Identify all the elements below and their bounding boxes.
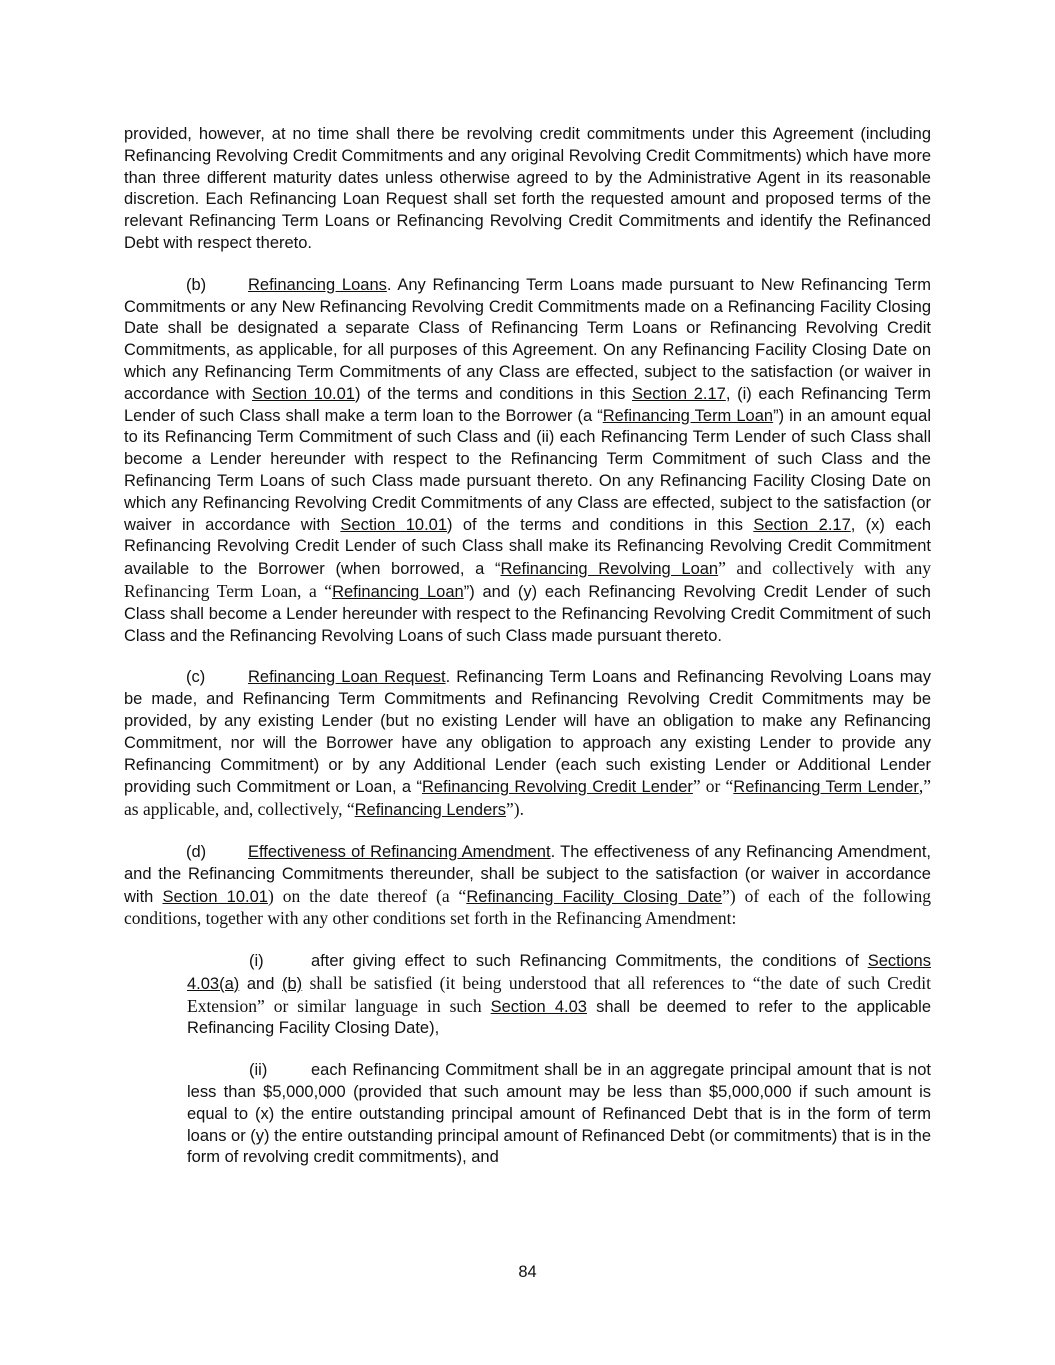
defined-term: Refinancing Facility Closing Date [466,887,723,906]
subparagraph-ii: (ii) each Refinancing Commitment shall be in an aggregate principal amount that is not less than $5,000,000 (provided that such amount may be less than $5,000,000 if such amount is equal to (x) the entire outstanding principal amount of Refinanced Debt that is in the form of term loans or (y) the entire outstanding principal amount of Refinanced Debt (or commitments) that is in the form of revolving credit commitments), and [187,1061,931,1167]
cross-reference: Section 2.17 [632,384,726,403]
paragraph-continuation: provided, however, at no time shall there be revolving credit commitments under this Agreement (including Refinancing Revolving Credit Commitments and any original Revolving Credit Commitments) which have more than three different maturity dates unless otherwise agreed to by the Administrative Agent in its reasonable discretion. Each Refinancing Loan Request shall set forth the requested amount and proposed terms of the relevant Refinancing Term Loans or Refinancing Revolving Credit Commitments and identify the Refinanced Debt with respect thereto. [124,125,931,252]
paragraph-c: (c) Refinancing Loan Request. Refinancing Term Loans and Refinancing Revolving Loans may be made, and Refinancing Term Commitments and Refinancing Revolving Credit Commitments may be provided, by any existing Lender (but no existing Lender will have an obligation to make any Refinancing Commitment, nor will the Borrower have any obligation to approach any existing Lender to provide any Refinancing Commitment) or by any Additional Lender (each such existing Lender or Additional Lender providing such Commitment or Loan, a “Refinancing Revolving Credit Lender” or “Refinancing Term Lender,” as applicable, and, collectively, “Refinancing Lenders”). [124,668,931,820]
page-number: 84 [518,1263,537,1281]
section-heading: Effectiveness of Refinancing Amendment [248,842,551,861]
subparagraph-label: (ii) [249,1061,268,1080]
paragraph-label: (b) [186,275,207,294]
section-heading: Refinancing Loans [248,275,387,294]
subparagraph-i: (i) after giving effect to such Refinancing Commitments, the conditions of Sections 4.03(a) and (b) shall be satisfied (it being understood that all references to “the date of such Credit Extension” or similar language in such Section 4.03 shall be deemed to refer to the applicable Refinancing Facility Closing Date), [187,952,932,1038]
paragraph-label: (c) [186,668,206,687]
defined-term: Refinancing Term Loan [602,406,774,425]
section-heading: Refinancing Loan Request [248,668,446,687]
cross-reference: Section 10.01 [251,384,355,403]
cross-reference: (b) [282,974,303,993]
defined-term: Refinancing Term Lender [733,778,919,797]
paragraph-b: (b) Refinancing Loans. Any Refinancing Term Loans made pursuant to New Refinancing Term Commitments or any New Refinancing Revolving Credit Commitments made on a Refinancing Facility Closing Date shall be designated a separate Class of Refinancing Term Loans or Refinancing Revolving Credit Commitments, as applicable, for all purposes of this Agreement. On any Refinancing Facility Closing Date on which any Refinancing Term Commitments of any Class are effected, subject to the satisfaction (or waiver in accordance with Section 10.01) of the terms and conditions in this Section 2.17, (i) each Refinancing Term Lender of such Class shall make a term loan to the Borrower (a “Refinancing Term Loan”) in an amount equal to its Refinancing Term Commitment of such Class and (ii) each Refinancing Term Lender of such Class shall become a Lender hereunder with respect to the Refinancing Term Commitment of such Class and the Refinancing Term Loans of such Class made pursuant thereto. On any Refinancing Facility Closing Date on which any Refinancing Revolving Credit Commitments of any Class are effected, subject to the satisfaction (or waiver in accordance with Section 10.01) of the terms and conditions in this Section 2.17, (x) each Refinancing Revolving Credit Lender of such Class shall make its Refinancing Revolving Credit Commitment available to the Borrower (when borrowed, a “Refinancing Revolving Loan” and collectively with any Refinancing Term Loan, a “Refinancing Loan”) and (y) each Refinancing Revolving Credit Lender of such Class shall become a Lender hereunder with respect to the Refinancing Revolving Credit Commitment of such Class and the Refinancing Revolving Loans of such Class made pursuant thereto. [124,275,932,645]
cross-reference: Section 10.01 [162,887,268,906]
defined-term: Refinancing Revolving Credit Lender [421,778,693,797]
defined-term: Refinancing Revolving Loan [500,560,719,579]
cross-reference: Section 10.01 [340,515,448,534]
cross-reference: Section 2.17 [753,515,851,534]
paragraph-label: (d) [186,842,207,861]
subparagraph-label: (i) [249,952,264,971]
paragraph-d: (d) Effectiveness of Refinancing Amendment. The effectiveness of any Refinancing Amendment, and the Refinancing Commitments thereunder, shall be subject to the satisfaction (or waiver in accordance with Section 10.01) on the date thereof (a “Refinancing Facility Closing Date”) of each of the following conditions, together with any other conditions set forth in the Refinancing Amendment: [124,842,931,929]
defined-term: Refinancing Loan [332,582,464,601]
cross-reference: Sections 4.03(a) [187,952,931,993]
document-page [124,124,931,1189]
cross-reference: Section 4.03 [490,997,587,1016]
defined-term: Refinancing Lenders [354,801,506,820]
